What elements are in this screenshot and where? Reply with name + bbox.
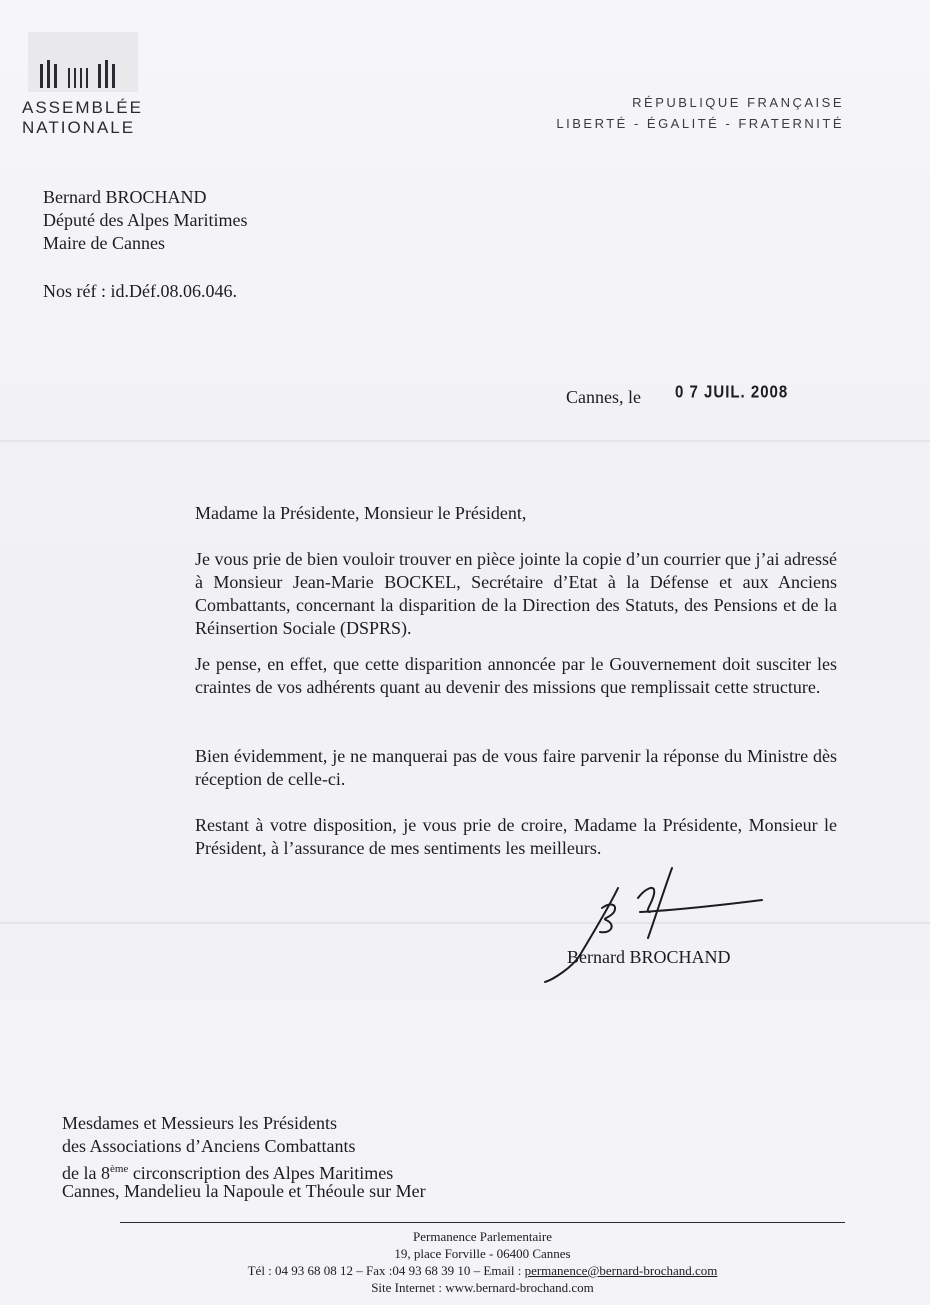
recipients-line1: Mesdames et Messieurs les Présidents (62, 1113, 337, 1133)
reference-number: Nos réf : id.Déf.08.06.046. (43, 281, 237, 301)
date-stamp: 0 7 JUIL. 2008 (675, 382, 789, 403)
sender-name: Bernard BROCHAND (43, 187, 207, 207)
republic-heading: RÉPUBLIQUE FRANÇAISE (632, 95, 844, 110)
sender-office: Maire de Cannes (43, 233, 165, 253)
paragraph-3: Bien évidemment, je ne manquerai pas de vous faire parvenir la réponse du Ministre dès réception de celle-ci. (195, 746, 837, 789)
date-place: Cannes, le (566, 387, 641, 407)
footer-email-link[interactable]: permanence@bernard-brochand.com (524, 1263, 718, 1278)
recipients-line3: de la 8ème circonscription des Alpes Maritimes (62, 1163, 394, 1183)
logo-text-line2: NATIONALE (22, 118, 136, 137)
paper-fold (0, 922, 930, 924)
footer-website[interactable]: Site Internet : www.bernard-brochand.com (371, 1280, 594, 1295)
paragraph-2: Je pense, en effet, que cette disparition annoncée par le Gouvernement doit susciter les craintes de vos adhérents quant au devenir des missions que remplissait cette structure. (195, 654, 837, 697)
salutation: Madame la Présidente, Monsieur le Président, (195, 503, 527, 523)
paragraph-1: Je vous prie de bien vouloir trouver en pièce jointe la copie d’un courrier que j’ai adressé à Monsieur Jean-Marie BOCKEL, Secrétaire d’Etat à la Défense et aux Anciens Combattants, concernant la disparition de la Direction des Statuts, des Pensions et de la Réinsertion Sociale (DSPRS). (195, 549, 837, 638)
sender-title: Député des Alpes Maritimes (43, 210, 248, 230)
republic-motto: LIBERTÉ - ÉGALITÉ - FRATERNITÉ (556, 116, 844, 131)
assembly-logo-icon (38, 58, 128, 88)
signature-name: Bernard BROCHAND (567, 947, 731, 967)
paragraph-4: Restant à votre disposition, je vous prie de croire, Madame la Présidente, Monsieur le Président, à l’assurance de mes sentiments les meilleurs. (195, 815, 837, 858)
recipients-line4: Cannes, Mandelieu la Napoule et Théoule sur Mer (62, 1181, 426, 1201)
logo-text-line1: ASSEMBLÉE (22, 98, 143, 117)
footer-contact: Tél : 04 93 68 08 12 – Fax :04 93 68 39 10 – Email : permanence@bernard-brochand.com (247, 1263, 718, 1278)
paper-fold (0, 440, 930, 442)
footer-address: 19, place Forville - 06400 Cannes (394, 1246, 571, 1261)
recipients-line2: des Associations d’Anciens Combattants (62, 1136, 356, 1156)
footer-title: Permanence Parlementaire (413, 1229, 552, 1244)
footer-divider (120, 1222, 845, 1223)
